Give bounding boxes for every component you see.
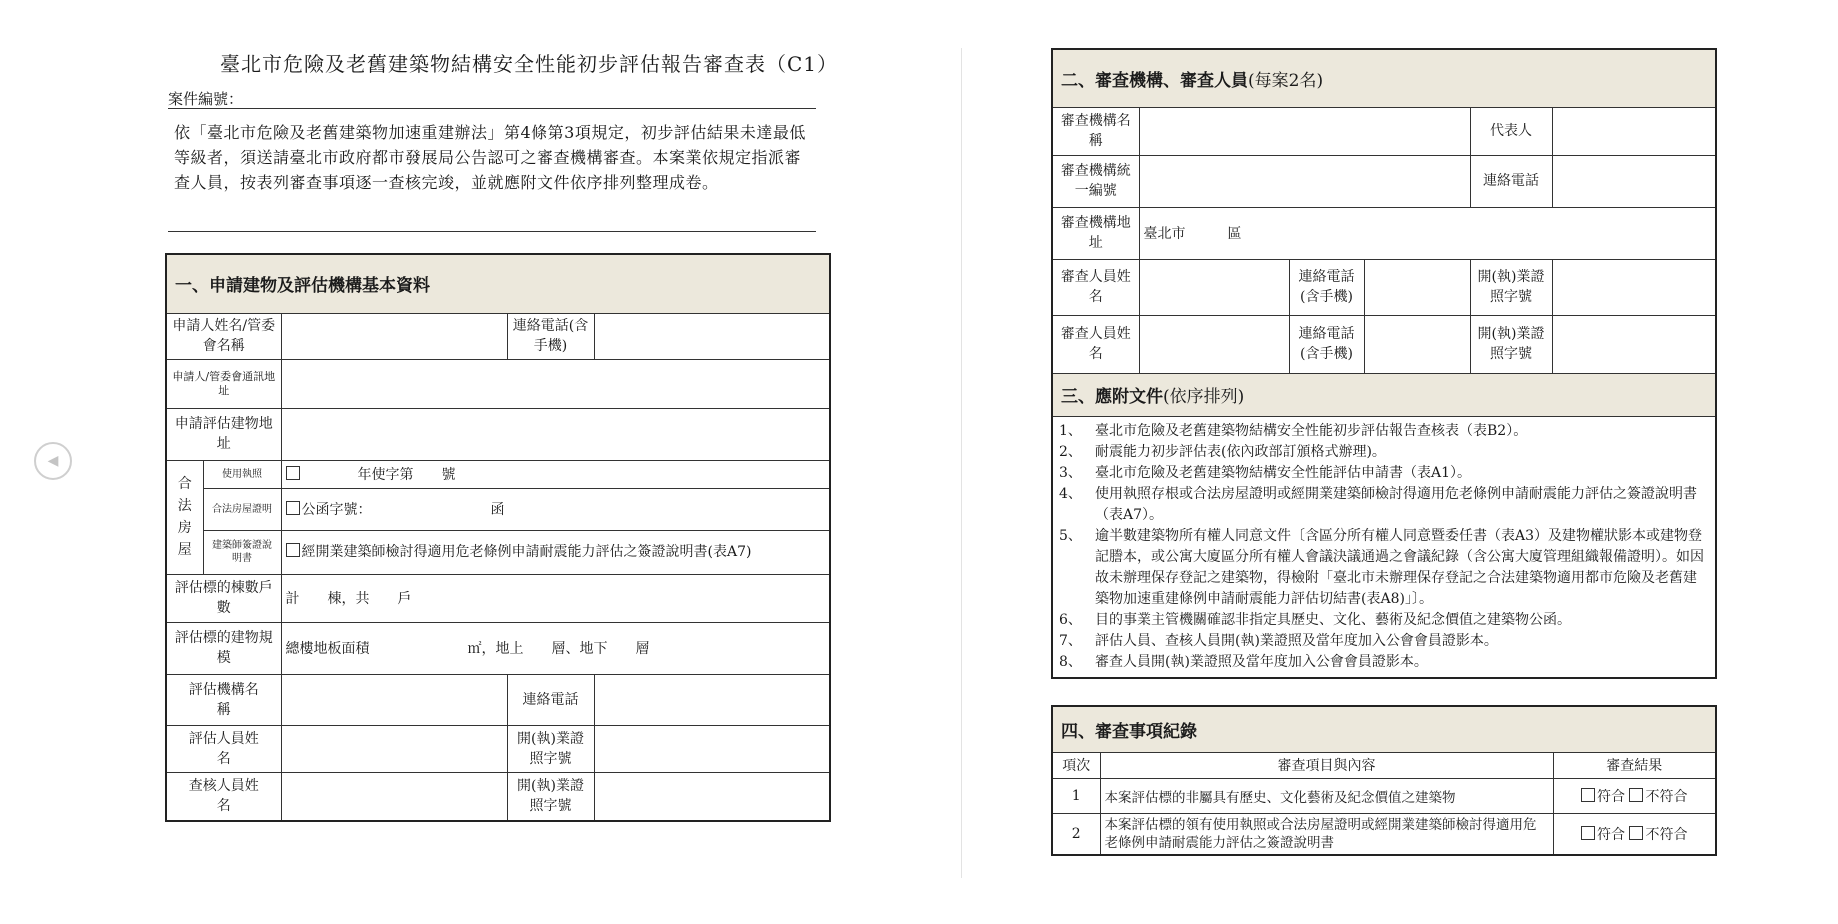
pass-checkbox[interactable]: [1581, 826, 1595, 840]
review-org-address-value: 臺北市 區: [1139, 207, 1716, 259]
use-license-label: 使用執照: [203, 460, 281, 488]
review-org-address-label: 審查機構地 址: [1052, 207, 1139, 259]
case-number-label: 案件編號：: [168, 90, 244, 108]
units-value: 計 棟，共 戶: [281, 574, 830, 622]
agency-phone-field[interactable]: [594, 674, 830, 725]
scale-label: 評估標的建物規模: [166, 622, 281, 674]
legal-house-label: 合法房屋: [166, 460, 203, 574]
reviewer1-name-field[interactable]: [1139, 259, 1289, 315]
review-org-phone-field[interactable]: [1552, 155, 1716, 207]
legal-proof-checkbox[interactable]: [286, 501, 300, 515]
review-org-id-label: 審查機構統一編號: [1052, 155, 1139, 207]
assessor-license-field[interactable]: [594, 725, 830, 772]
doc-item: 4、 使用執照存根或合法房屋證明或經開業建築師檢討得適用危老條例申請耐震能力評估之簽證說明書（表A7）。: [1059, 485, 1697, 523]
section3-heading: 三、應附文件(依序排列): [1052, 373, 1716, 416]
row-number: 2: [1052, 813, 1100, 855]
reviewer2-name-field[interactable]: [1139, 315, 1289, 373]
reviewer1-license-label: 開(執)業證照字號: [1470, 259, 1552, 315]
review-org-name-field[interactable]: [1139, 107, 1470, 155]
assessor-name-field[interactable]: [281, 725, 507, 772]
fail-checkbox[interactable]: [1629, 826, 1643, 840]
review-org-id-field[interactable]: [1139, 155, 1470, 207]
divider-line: [168, 108, 816, 109]
fail-checkbox[interactable]: [1629, 788, 1643, 802]
row-number: 1: [1052, 778, 1100, 813]
doc-item: 5、 逾半數建築物所有權人同意文件〔含區分所有權人同意暨委任書（表A3）及建物權狀影本或建物登記謄本，或公寓大廈區分所有權人會議決議通過之會議紀錄（含公寓大廈管理組織報備證明）。如因故未辦理保存登記之建築物，得檢附「臺北市未辦理保存登記之合法建築物適用都市危險及老舊建築物加速重建條例申請耐震能力評估切結書(表A8)」〕。: [1059, 527, 1704, 607]
reviewer1-name-label: 審查人員姓 名: [1052, 259, 1139, 315]
doc-item: 2、 耐震能力初步評估表(依內政部訂頒格式辦理)。: [1059, 443, 1386, 460]
section2-table: [1051, 48, 1717, 679]
row-result: 符合 不符合: [1553, 778, 1716, 813]
use-license-value: 年使字第 號: [357, 467, 456, 483]
checker-name-field[interactable]: [281, 772, 507, 821]
reviewer2-phone-field[interactable]: [1364, 315, 1470, 373]
col-header-item: 審查項目與內容: [1100, 752, 1553, 778]
assessor-license-label: 開(執)業證照字號: [507, 725, 594, 772]
doc-item: 6、 目的事業主管機關確認非指定具歷史、文化、藝術及紀念價值之建築物公函。: [1059, 611, 1571, 628]
reviewer1-phone-label: 連絡電話(含手機): [1289, 259, 1364, 315]
reviewer2-license-field[interactable]: [1552, 315, 1716, 373]
architect-statement-checkbox[interactable]: [286, 543, 300, 557]
section4-table: [1051, 705, 1717, 856]
contact-phone-field[interactable]: [594, 313, 830, 359]
checker-license-field[interactable]: [594, 772, 830, 821]
review-org-phone-label: 連絡電話: [1470, 155, 1552, 207]
building-address-field[interactable]: [281, 408, 830, 460]
doc-item: 8、 審查人員開(執)業證照及當年度加入公會會員證影本。: [1059, 653, 1428, 670]
chevron-left-icon: ◀: [47, 453, 59, 469]
representative-field[interactable]: [1552, 107, 1716, 155]
col-header-result: 審查結果: [1553, 752, 1716, 778]
pass-checkbox[interactable]: [1581, 788, 1595, 802]
legal-proof-label: 合法房屋證明: [203, 488, 281, 530]
doc-item: 1、 臺北市危險及老舊建築物結構安全性能初步評估報告查核表（表B2）。: [1059, 422, 1528, 439]
intro-paragraph: 依「臺北市危險及老舊建築物加速重建辦法」第4條第3項規定，初步評估結果未達最低等級者，須送請臺北市政府都市發展局公告認可之審查機構審查。本案業依規定指派審查人員，按表列審查事項逐一查核完竣，並就應附文件依序排列整理成卷。: [174, 123, 806, 192]
representative-label: 代表人: [1470, 107, 1552, 155]
applicant-name-label: 申請人姓名/管委會名稱: [166, 313, 281, 359]
col-header-no: 項次: [1052, 752, 1100, 778]
scale-value: 總樓地板面積 ㎡，地上 層、地下 層: [281, 622, 830, 674]
reviewer1-license-field[interactable]: [1552, 259, 1716, 315]
mailing-address-field[interactable]: [281, 359, 830, 408]
applicant-name-field[interactable]: [281, 313, 507, 359]
agency-name-label: 評估機構名 稱: [166, 674, 281, 725]
architect-statement-row: [281, 530, 830, 574]
agency-phone-label: 連絡電話: [507, 674, 594, 725]
document-title: 臺北市危險及老舊建築物結構安全性能初步評估報告審查表（C1）: [220, 52, 839, 76]
table-row: [1052, 778, 1716, 813]
agency-name-field[interactable]: [281, 674, 507, 725]
reviewer2-name-label: 審查人員姓 名: [1052, 315, 1139, 373]
checker-name-label: 查核人員姓 名: [166, 772, 281, 821]
prev-page-button[interactable]: [34, 442, 72, 480]
reviewer2-phone-label: 連絡電話(含手機): [1289, 315, 1364, 373]
row-content: 本案評估標的非屬具有歷史、文化藝術及紀念價值之建築物: [1100, 778, 1553, 813]
units-label: 評估標的棟數戶數: [166, 574, 281, 622]
attached-docs-list: [1052, 416, 1716, 678]
page-divider: [961, 48, 962, 878]
assessor-name-label: 評估人員姓 名: [166, 725, 281, 772]
divider-line: [168, 231, 816, 232]
section1-table: [165, 253, 831, 822]
reviewer2-license-label: 開(執)業證照字號: [1470, 315, 1552, 373]
section1-heading: 一、申請建物及評估機構基本資料: [166, 254, 830, 313]
building-address-label: 申請評估建物地址: [166, 408, 281, 460]
reviewer1-phone-field[interactable]: [1364, 259, 1470, 315]
checker-license-label: 開(執)業證照字號: [507, 772, 594, 821]
table-row: [1052, 813, 1716, 855]
row-result: 符合 不符合: [1553, 813, 1716, 855]
section2-heading: 二、審查機構、審查人員(每案2名): [1052, 49, 1716, 107]
architect-statement-label: 建築師簽證說明書: [203, 530, 281, 574]
mailing-address-label: 申請人/管委會通訊地址: [166, 359, 281, 408]
contact-phone-label: 連絡電話(含手機): [507, 313, 594, 359]
legal-proof-row: [281, 488, 830, 530]
architect-statement-value: 經開業建築師檢討得適用危老條例申請耐震能力評估之簽證說明書(表A7): [301, 544, 752, 560]
use-license-checkbox[interactable]: [286, 466, 300, 480]
doc-item: 7、 評估人員、查核人員開(執)業證照及當年度加入公會會員證影本。: [1059, 632, 1498, 649]
legal-proof-value: 公函字號： 函: [301, 502, 505, 518]
doc-item: 3、 臺北市危險及老舊建築物結構安全性能評估申請書（表A1）。: [1059, 464, 1472, 481]
row-content: 本案評估標的領有使用執照或合法房屋證明或經開業建築師檢討得適用危老條例申請耐震能力評估之簽證說明書: [1100, 813, 1553, 855]
review-org-name-label: 審查機構名 稱: [1052, 107, 1139, 155]
use-license-row: [281, 460, 830, 488]
section4-heading: 四、審查事項紀錄: [1052, 706, 1716, 752]
